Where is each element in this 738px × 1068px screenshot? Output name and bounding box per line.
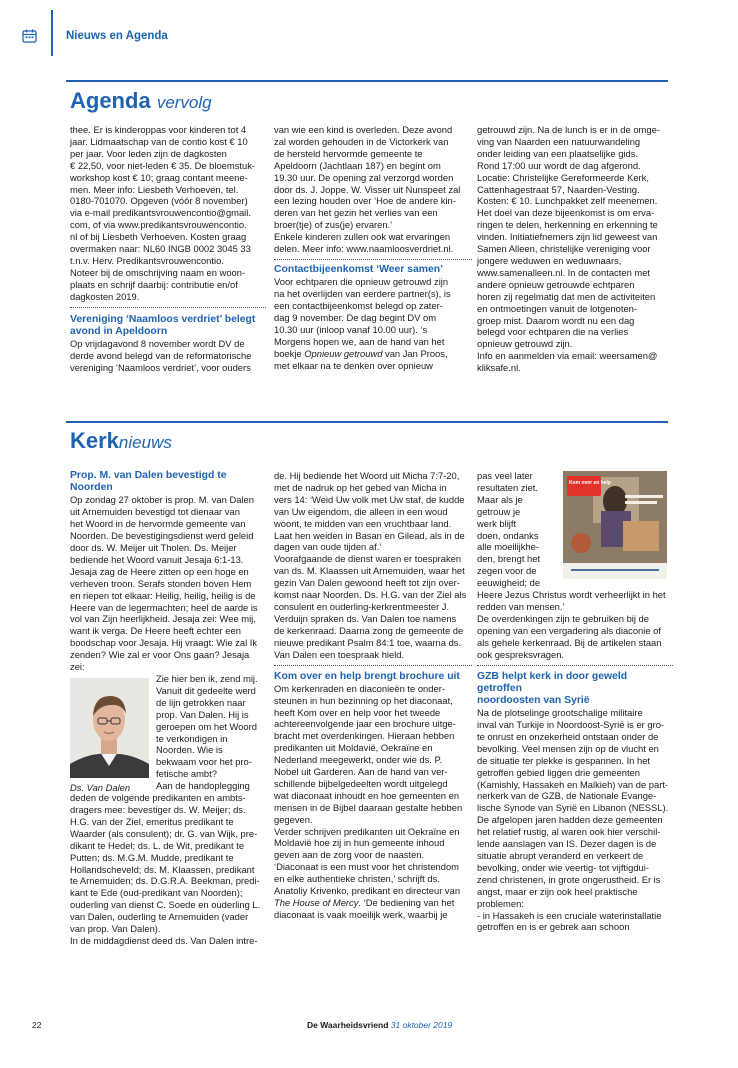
page-header [0, 0, 738, 60]
calendar-icon [22, 29, 37, 43]
kerknieuws-column-2 [274, 470, 472, 921]
agenda-column-2 [274, 124, 472, 371]
agenda-top-rule [66, 80, 668, 82]
agenda-column-1 [70, 124, 266, 374]
kerknieuws-subheading-gzb: GZB helpt kerk in door geweld getroffen noordoosten van Syrië [477, 670, 628, 706]
dotted-separator [477, 665, 673, 666]
agenda-heading: Agenda vervolg [70, 88, 212, 113]
agenda-text-weer-samen: Voor echtparen die opnieuw getrouwd zijn na het overlijden van eerdere partner(s), is een contactbijeenkomst belegd op zater- dag 9 november. De dag begint DV om 10.30 uur (inloop vanaf 10.00 uur). ‘s Morgens hopen we, aan de hand van het boekje Opnieuw getrouwd van Jan Proos, met elkaar na te denken over opnieuw [274, 276, 451, 371]
agenda-text-weer-samen-cont: getrouwd zijn. Na de lunch is er in de omge- ving van Naarden een natuurwandeling onder leiding van een plaatselijke gids. Rond 17:00 uur wordt de dag afgerond. Locatie: Christelijke Gereformeerde Kerk, Cattenhagestraat 57, Naarden-Vesting. Kosten: € 10. Lunchpakket zelf meenemen. Het doel van deze bijeenkomst is om erva- ringen te delen, herkenning en erkenning te vinden. Initiatiefnemers zijn lid geweest van Samen Alleen, christelijke vereniging voor jongere weduwen en weduwnaars, www.samenalleen.nl. In de contacten met andere opnieuw getrouwde echtparen horen zij regelmatig dat men de activiteiten en ontmoetingen vanuit de lotgenoten- groep mist. Daarom wordt nu een dag belegd voor echtparen die na verlies opnieuw getrouwd zijn. Info en aanmelden via email: weersamen@ kliksafe.nl. [477, 124, 660, 374]
brochure-brand: Kom over en help [569, 480, 611, 486]
kerknieuws-column-3 [477, 470, 673, 933]
kerknieuws-text-intrede: de. Hij bediende het Woord uit Micha 7:7-20, met de nadruk op het gebed van Micha in vers 14: ‘Weid Uw volk met Uw staf, de kudde van Uw eigendom, die alleen in een woud woont, te midden van een vruchtbaar land. Laat hen weiden in Basan en Gilead, als in de dagen van oude tijden af.’ Voorafgaande de dienst waren er toespraken van ds. M. Klaassen uit Arnemuiden, waar het gezin Van Dalen gewoond heeft tot zijn over- komst naar Noorden. Ds. H.G. van der Ziel als consulent en ouderling-kerkrentmeester J. Verduijn spraken ds. Van Dalen toe namens de kerkenraad. Daarna zong de gemeente de nieuwe predikant Psalm 84:1 toe, waarna ds. Van Dalen een toespraak hield. [274, 470, 467, 660]
kerknieuws-text-brochure-cont: Heere Jezus Christus wordt verheerlijkt in het redden van mensen.’ De overdenkingen zijn te gebruiken bij de opening van een vergadering als diaconie of als gehele kerkenraad. Bij de artikelen staan ook gespreksvragen. [477, 589, 666, 660]
page-number: 22 [32, 1020, 42, 1030]
dotted-separator [274, 259, 472, 260]
kerknieuws-text-gzb: Na de plotselinge grootschalige militaire inval van Turkije in Noordoost-Syrië is er gro- te onrust en onzekerheid ontstaan onder de bevolking. Veel mensen zijn op de vlucht en de situatie ter plekke is gespannen. In het getroffen gebied liggen drie gemeenten (Kamishly, Hassakeh en Malkieh) van de part- nerkerk van de GZB, de Nationale Evange- lische Synode van Syrië en Libanon (NESSL). De afgelopen jaren hadden deze gemeenten het relatief rustig, al waren ook hier verschil- lende aanslagen van IS. Dezer dagen is de situatie abrupt veranderd en verkeert de bevolking, onder wie veertig- tot vijftigdui- zend christenen, in grote ongerustheid. Er is angst, maar er zijn ook heel praktische problemen: - in Hassakeh is een cruciale waterinstallatie getroffen en is er gebrek aan schoon [477, 707, 669, 933]
agenda-text-contio: thee. Er is kinderoppas voor kinderen tot 4 jaar. Lidmaatschap van de contio kost € 10 per jaar. Voor leden zijn de dagkosten € 22,50, voor niet-leden € 35. De bloemstuk- workshop kost € 10; graag contant meene- men. Meer info: Liesbeth Verhoeven, tel. 0180-701070. Opgeven (vóór 8 november) via e-mail predikantsvrouwencontio@gmail. com, of via www.predikantsvrouwencontio. nl of bij Liesbeth Verhoeven. Kosten graag overmaken naar: NL60 INGB 0002 3045 33 t.n.v. Herv. Predikantsvrouwencontio. Noteer bij de omschrijving naam en woon- plaats en schrijf daarbij: contributie en/of dagkosten 2019. [70, 124, 256, 302]
agenda-column-3 [477, 124, 673, 374]
dotted-separator [70, 307, 266, 308]
footer-publication: De Waarheidsvriend 31 oktober 2019 [307, 1020, 453, 1030]
agenda-subheading-naamloos: Vereniging ‘Naamloos verdriet’ belegt avond in Apeldoorn [70, 313, 256, 337]
kerknieuws-text-wrap: Zie hier ben ik, zend mij. Vanuit dit gedeelte werd de lijn getrokken naar prop. Van Dalen. Hij is geroepen om het Woord te verkondigen in Noorden. Wie is bekwaam voor het pro- fetische ambt? Aan de handoplegging [156, 673, 258, 792]
kerknieuws-text-van-dalen: Op zondag 27 oktober is prop. M. van Dalen uit Arnemuiden bevestigd tot dienaar van het Woord in de hervormde gemeente van Noorden. De bevestigingsdienst werd geleid door ds. W. Meijer uit Tholen. Ds. Meijer bediende het Woord vanuit Jesaja 6:1-13. Jesaja zag de Heere zitten op een hoge en verheven troon. Serafs stonden boven Hem en riepen tot elkaar: Heilig, heilig, heilig is de Heere van de legermachten; heel de aarde is vol van Zijn heerlijkheid. Jesaja zei: Wee mij, want ik verga. De Heere heeft echter een boodschap voor Jesaja. Hij vraagt: Wie zal Ik zenden? Wie zal er voor Ons gaan? Jesaja zei: [70, 494, 258, 673]
kerknieuws-subheading-brochure: Kom over en help brengt brochure uit [274, 670, 460, 682]
agenda-text-naamloos: Op vrijdagavond 8 november wordt DV de derde avond belegd van de reformatorische vereniging ‘Naamloos verdriet’, voor ouders [70, 338, 252, 373]
section-title: Nieuws en Agenda [66, 30, 168, 42]
kerknieuws-text-brochure: Om kerkenraden en diaconieën te onder- steunen in hun bezinning op het diaconaat, heeft Kom over en help voor het tweede achtereenvolgende jaar een brochure uitge- bracht met overdenkingen. Hieraan hebben predikanten uit Moldavië, Oekraïne en Nederland meegewerkt, onder wie ds. P. Nobel uit Garderen. Aan de hand van ver- schillende bijbelgedeelten wordt uitgelegd wat diaconaat inhoudt en hoe gemeenten en mensen in de Bijbel daaraan gestalte hebben gegeven. Verder schrijven predikanten uit Oekraïne en Moldavië hoe zij in hun gemeente inhoud geven aan de zorg voor de naasten. ‘Diaconaat is een must voor het christendom en elke authentieke christen,’ schrijft ds. Anatoliy Krivenko, predikant en directeur van The House of Mercy. ‘De bediening van het diaconaat is vaak moeilijk werk, waarbij je [274, 682, 463, 920]
kerknieuws-top-rule [66, 421, 668, 423]
agenda-text-naamloos-cont: van wie een kind is overleden. Deze avond zal worden gehouden in de Victorkerk van de hersteld hervormde gemeente te Apeldoorn (Jachtlaan 187) en begint om 19.30 uur. De opening zal verzorgd worden door ds. J. Joppe. W. Visser uit Nunspeet zal een lezing houden over ‘Hoe de andere kin- deren van het gezin het verlies van een broer(tje) of zus(je) ervaren.’ Enkele kinderen zullen ook wat ervaringen delen. Meer info: www.naamloosverdriet.nl. [274, 124, 461, 255]
kerknieuws-heading: Kerknieuws [70, 428, 172, 453]
dotted-separator [274, 665, 472, 666]
portrait-photo [70, 678, 149, 778]
photo-caption: Ds. Van Dalen [70, 782, 131, 793]
agenda-subheading-weer-samen: Contactbijeenkomst ‘Weer samen’ [274, 263, 443, 275]
kerknieuws-subheading-van-dalen: Prop. M. van Dalen bevestigd te Noorden [70, 470, 227, 494]
kerknieuws-text-brochure-wrap: pas veel later resultaten ziet. Maar als je getrouw je werk blijft doen, ondanks alle moeilijkhe- den, brengt het zegen voor de eeuwigheid; de [477, 470, 541, 589]
kerknieuws-text-handoplegging: deden de volgende predikanten en ambts- dragers mee: bevestiger ds. W. Meijer; ds. H.G. van der Ziel, emeritus predikant te Waarder (als consulent); dr. G. van Wijk, pre- dikant te Hedel; ds. L. de Wit, predikant te Putten; ds. M.G.M. Mudde, predikant te Hollandscheveld; ds. M. Klaassen, predikant te Arnemuiden; ds. D.G.R.A. Beekman, predi- kant te Ede (oud-predikant van Noorden); ouderling van dienst C. Soede en ouderling L. van Dalen, ouderling te Arnemuiden (vader van prop. Van Dalen). In de middagdienst deed ds. Van Dalen intre- [70, 792, 261, 946]
header-divider [51, 10, 53, 56]
